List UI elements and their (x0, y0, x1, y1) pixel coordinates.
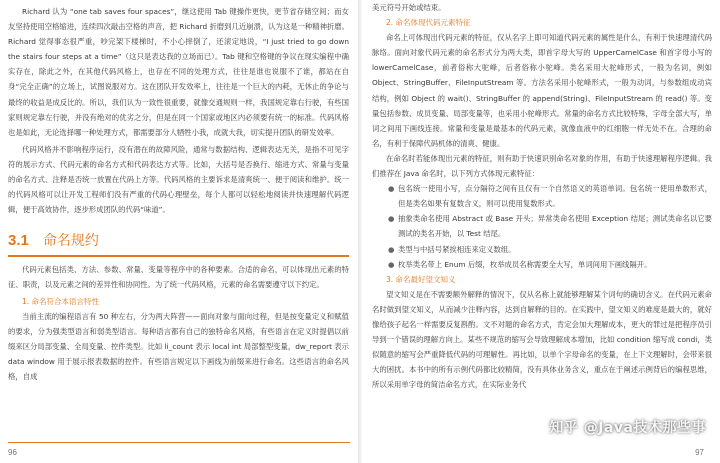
right-page-number: 97 (695, 448, 704, 457)
section-rule (8, 255, 349, 256)
carryover-line: 美元符号开始或结束。 (372, 3, 446, 12)
bullet-dot-icon: ● (388, 259, 395, 269)
bullet-item: ● 枚举类名带上 Enum 后缀，枚举成员名称需要全大写，单词间用下画线隔开。 (398, 257, 712, 272)
subheading-1: 1. 命名符合本语言特性 (22, 296, 100, 306)
right-footer-rule (10, 442, 350, 443)
left-page (0, 0, 358, 463)
subheading-2-paragraph-b: 在命名时若能体现出元素的特征，则有助于快速识别命名对象的作用，有助于快速理解程序逻辑。我们推荐在 Java 命名时，以下列方式体现元素特征： (372, 153, 712, 179)
subheading-3-paragraph: 望文知义是在不需要额外解释的情况下，仅从名称上就能够理解某个词句的确切含义。在代码元素命名时做到望文知义，从而减少注释内容，达到自解释的目的。在实践中，望文知义的难度是最大的，就好像给孩子起名一样需要反复斟酌。文不对题的命名方式，肯定会加大理解成本，更大的罪过是把程序员引导到一个错误的理解方向上。某些不规范的缩写会导致理解成本增加，比如 condition 缩写成 condi，类似随意的缩写会严重降低代码的可理解性。再比如，以单个字母命名的变量，在上下文理解时，会带来很大的困扰。本书中的所有示例代码都比较精简，没有具体业务含义，重点在于阐述示例背后的编程思维，所以采用单字母的简洁命名方式，在实际业务代 (372, 289, 712, 390)
bullet-item: ● 抽象类命名使用 Abstract 或 Base 开头；异常类命名使用 Exception 结尾；测试类命名以它要测试的类名开始，以 Test 结尾。 (398, 211, 712, 241)
subheading-2: 2. 命名体现代码元素特征 (386, 18, 471, 28)
watermark-text: 知乎 @Java技术那些事 (549, 420, 706, 436)
section-heading (8, 225, 349, 255)
intro-paragraph-2: 代码风格并不影响程序运行，没有潜在的故障风险，通常与数据结构、逻辑表达无关，是指不可见字符的展示方式、代码元素的命名方式和代码表达方式等。比如，大括号是否换行、缩进方式、常量与变量的命名方式、注释是否统一放置在代码上方等。代码风格的主要诉求是清爽统一、便于阅读和维护。统一的代码风格可以让开发工程师们没有严重的代码心理壁垒，每个人都可以轻松地阅读并快速理解代码逻辑，便于高效协作，逐步形成团队的代码“味道”。 (8, 144, 349, 215)
feature-bullet-list (372, 181, 712, 272)
right-page (362, 0, 720, 463)
bullet-dot-icon: ● (388, 214, 395, 224)
bullet-dot-icon: ● (388, 244, 395, 254)
subheading-2-paragraph: 命名上可体现出代码元素的特征，仅从名字上即可知道代码元素的属性是什么，有利于快速理清代码脉络。面向对象代码元素的命名形式分为两大类，即首字母大写的 UpperCamelCase 和首字母小写的 lowerCamelCase，前者俗称大驼峰，后者俗称小驼峰。类名采用大驼峰形式，一般为名词，例如 Object、StringBuffer、FileInputStream 等。方法名采用小驼峰形式，一般为动词，与参数组成动宾结构，例如 Object 的 wait()、StringBuffer 的 append(String)、FileInputStream 的 read() 等。变量包括参数、成员变量、局部变量等，也采用小驼峰形式。常量的命名方式比较特殊，字母全部大写，单词之间用下画线连接。常量和变量是最基本的代码元素，就像血液中的红细胞一样无处不在。合理的命名，有利于保障代码机体的清爽、健康。 (372, 33, 712, 148)
subheading-1-paragraph: 当前主流的编程语言有 50 种左右，分为两大阵营——面向对象与面向过程，但是按变量定义和赋值的要求，分为强类型语言和弱类型语言。每种语言都有自己的独特命名风格，有些语言在定义时提倡以前缀来区分局部变量、全局变量、控件类型。比如 li_count 表示 local int 局部整型变量，dw_report 表示 data window 用于展示报表数据的控件。有些语言规定以下画线为前缀来进行命名。这些语言的命名风格，自成 (8, 311, 349, 382)
zhihu-watermark (549, 417, 706, 437)
bullet-dot-icon: ● (388, 184, 395, 194)
bullet-item: ● 类型与中括号紧挨相连来定义数组。 (398, 242, 712, 257)
intro-paragraph-1: Richard 认为 “one tab saves four spaces”，继这使用 Tab 键操作更快，更节省存储空间；而女友坚持使用空格缩进，连续四次敲击空格的声音，把 Richard 折磨到几近崩溃，认为这是一种精神折磨。Richard 觉得事态很严重，吵完架下楼梯时，不小心摔倒了，还滚定地说，“I just tried to go down the stairs four steps at a time”（这只是表达我的立场而已）。Tab 键和空格键的争议在现实编程中确实存在，除此之外，在其他代码风格上，也存在不同的处理方式，往往是谁也说服不了谁，都站在自身“完全正确”的立场上，试图说服对方。这在团队开发效率上，往往是一个巨大的内耗，无休止的争论与最终的收益是成反比的。所以，我们认为一致性很重要，就像交通规则一样，我国规定靠右行驶，有些国家则规定靠左行驶，并没有绝对的优劣之分，但是在同一个国家或地区内必须要有统一的标准。代码风格也是如此，无论选择哪一种处理方式，都需要部分人牺牲小我，成就大我，切实提升团队的研发效率。 (8, 7, 349, 137)
section-paragraph: 代码元素包括类、方法、参数、常量、变量等程序中的各种要素。合适的命名，可以体现出元素的特征、职责，以及元素之间的差异性和协同性。为了统一代码风格，元素的命名需要遵守以下约定。 (8, 264, 349, 289)
section-number: 3.1 (8, 231, 29, 249)
section-title: 命名规约 (42, 233, 99, 250)
left-page-number: 96 (8, 448, 17, 457)
bullet-item: ● 包名统一使用小写，点分隔符之间有且仅有一个自然语义的英语单词。包名统一使用单数形式，但是类名如果有复数含义，则可以使用复数形式。 (398, 181, 712, 211)
subheading-3: 3. 命名最好望文知义 (386, 274, 456, 284)
